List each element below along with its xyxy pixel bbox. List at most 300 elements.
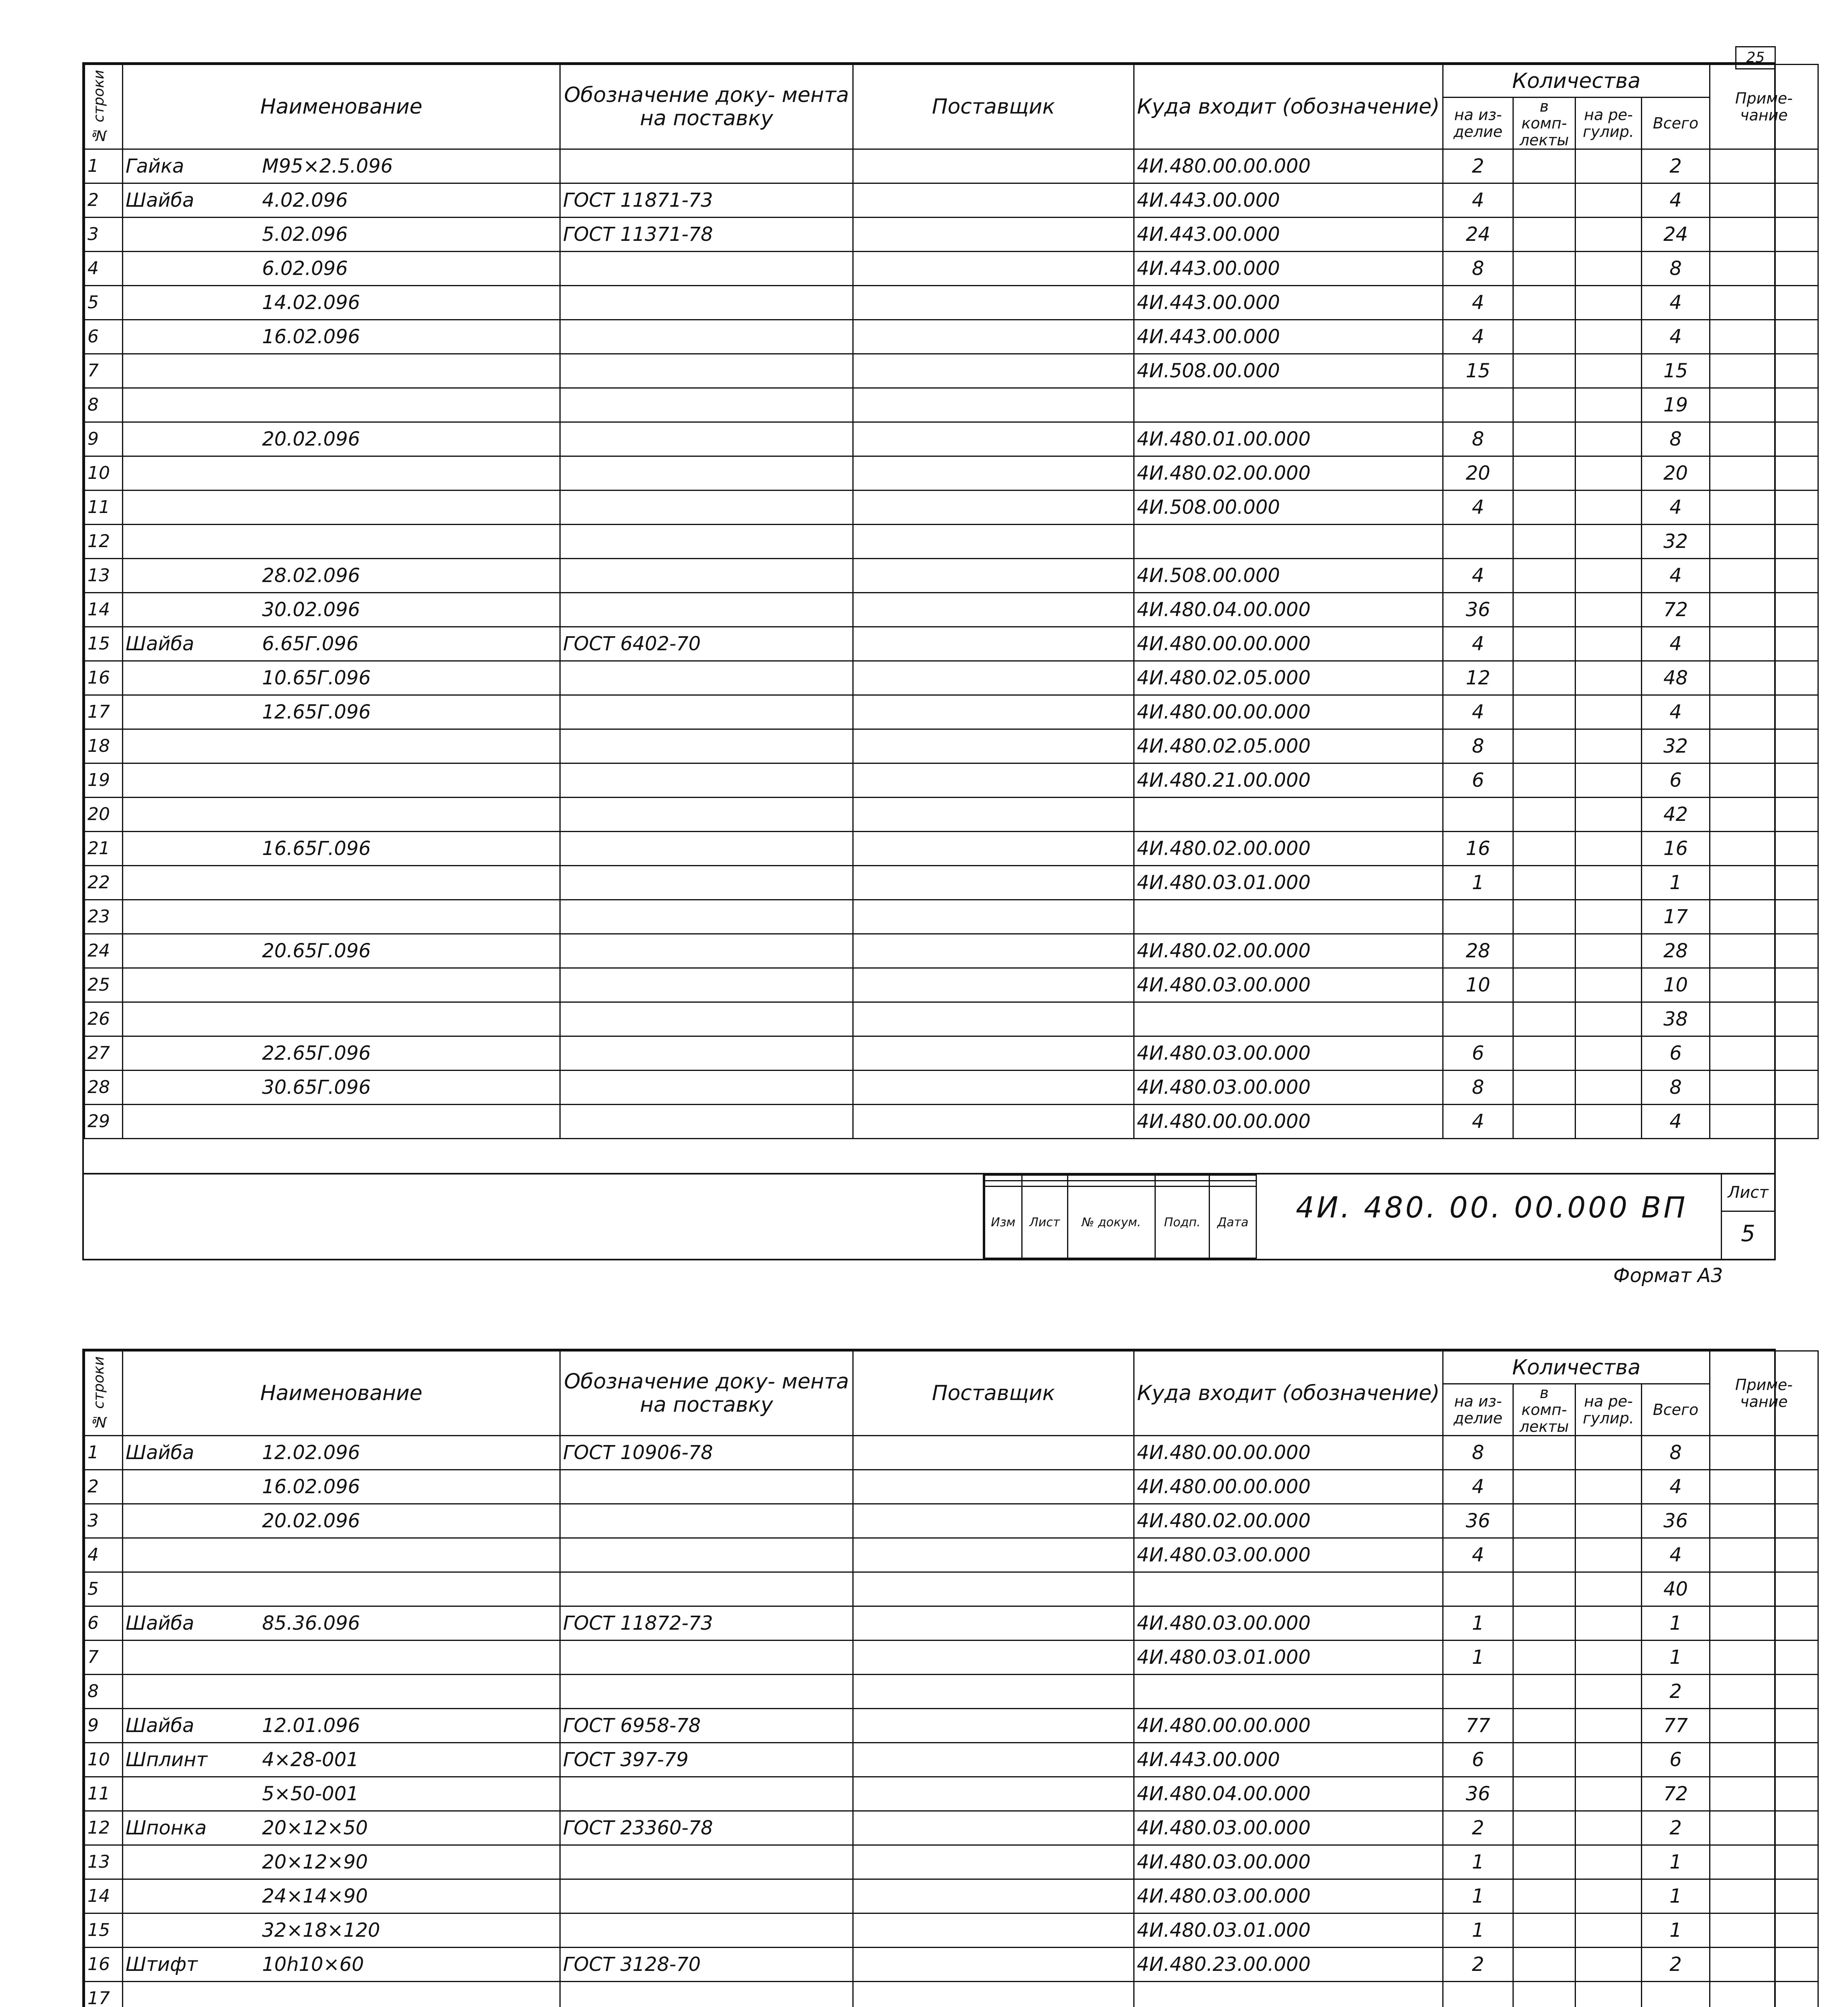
item-qty-total: 36 [1642, 1504, 1710, 1538]
item-note [1710, 661, 1818, 695]
item-qty-per-unit [1443, 1002, 1513, 1036]
item-doc [560, 1845, 853, 1879]
item-qty-kits [1513, 1470, 1576, 1504]
item-where: 4И.443.00.000 [1134, 252, 1443, 286]
item-qty-kits [1513, 1504, 1576, 1538]
item-qty-adjust [1576, 1572, 1642, 1606]
item-qty-adjust [1576, 388, 1642, 422]
item-doc [560, 729, 853, 763]
item-note [1710, 763, 1818, 798]
item-size: 85.36.096 [262, 1612, 360, 1635]
item-size: 10.65Г.096 [262, 667, 371, 689]
row-number: 2 [85, 183, 123, 218]
table-row [85, 1879, 1818, 1913]
item-supplier [853, 1036, 1134, 1071]
table-row [85, 1538, 1818, 1572]
item-supplier [853, 1743, 1134, 1777]
item-supplier [853, 866, 1134, 900]
item-qty-adjust [1576, 798, 1642, 832]
table-row [85, 1504, 1818, 1538]
item-qty-total: 4 [1642, 320, 1710, 354]
item-qty-per-unit: 28 [1443, 934, 1513, 968]
stamp-list: Лист [1022, 1187, 1067, 1258]
item-size: 12.65Г.096 [262, 701, 371, 723]
item-doc [560, 1913, 853, 1948]
item-qty-adjust [1576, 1811, 1642, 1845]
item-qty-kits [1513, 593, 1576, 627]
item-doc [560, 1777, 853, 1811]
header-q1: на из- делие [1443, 98, 1513, 149]
header-doc: Обозначение доку- мента на поставку [560, 1351, 853, 1436]
item-doc [560, 593, 853, 627]
item-doc [560, 661, 853, 695]
title-block-1 [84, 1173, 1774, 1259]
item-note [1710, 1504, 1818, 1538]
item-qty-kits [1513, 218, 1576, 252]
item-doc [560, 388, 853, 422]
item-note [1710, 968, 1818, 1002]
header-note: Приме- чание [1710, 1351, 1818, 1436]
header-note: Приме- чание [1710, 65, 1818, 149]
row-number: 15 [85, 627, 123, 661]
item-doc [560, 1982, 853, 2007]
item-qty-kits [1513, 1436, 1576, 1470]
item-supplier [853, 286, 1134, 320]
header-q2: в комп- лекты [1513, 1384, 1576, 1436]
item-qty-total: 10 [1642, 968, 1710, 1002]
spec-rows-1 [85, 149, 1818, 1139]
item-name [123, 1606, 560, 1641]
row-number: 16 [85, 661, 123, 695]
item-note [1710, 1572, 1818, 1606]
item-note [1710, 1606, 1818, 1641]
item-type: Гайка [126, 155, 184, 177]
header-qty: Количества [1443, 1351, 1710, 1384]
item-supplier [853, 422, 1134, 456]
item-qty-total: 4 [1642, 1538, 1710, 1572]
item-doc: ГОСТ 11872-73 [560, 1606, 853, 1641]
item-qty-kits [1513, 627, 1576, 661]
item-where: 4И.480.03.00.000 [1134, 1036, 1443, 1071]
row-number: 12 [85, 1811, 123, 1845]
item-name [123, 320, 560, 354]
item-qty-per-unit: 4 [1443, 627, 1513, 661]
item-qty-kits [1513, 422, 1576, 456]
item-size: 24×14×90 [262, 1885, 368, 1907]
item-qty-per-unit: 77 [1443, 1709, 1513, 1743]
item-qty-kits [1513, 1572, 1576, 1606]
item-where: 4И.443.00.000 [1134, 320, 1443, 354]
item-doc [560, 1504, 853, 1538]
item-qty-kits [1513, 1538, 1576, 1572]
item-where [1134, 900, 1443, 934]
item-where: 4И.480.04.00.000 [1134, 593, 1443, 627]
item-note [1710, 252, 1818, 286]
item-qty-adjust [1576, 149, 1642, 183]
item-qty-kits [1513, 1105, 1576, 1139]
item-supplier [853, 388, 1134, 422]
item-note [1710, 1709, 1818, 1743]
item-where: 4И.480.02.00.000 [1134, 456, 1443, 491]
item-type: Шайба [126, 189, 194, 212]
item-where: 4И.508.00.000 [1134, 491, 1443, 525]
document-code: 4И. 480. 00. 00.000 ВП [1296, 1191, 1688, 1224]
item-qty-total: 1 [1642, 1606, 1710, 1641]
item-qty-total: 42 [1642, 798, 1710, 832]
item-name [123, 183, 560, 218]
row-number: 4 [85, 252, 123, 286]
item-where [1134, 1572, 1443, 1606]
item-name [123, 1811, 560, 1845]
item-qty-per-unit [1443, 798, 1513, 832]
item-qty-total: 8 [1642, 1071, 1710, 1105]
item-qty-per-unit: 20 [1443, 456, 1513, 491]
item-qty-per-unit: 8 [1443, 1436, 1513, 1470]
item-qty-kits [1513, 1948, 1576, 1982]
row-number: 6 [85, 1606, 123, 1641]
item-qty-per-unit [1443, 388, 1513, 422]
spec-sheet-1 [82, 62, 1793, 1260]
item-doc [560, 252, 853, 286]
table-row [85, 1777, 1818, 1811]
table-row [85, 729, 1818, 763]
item-qty-total: 15 [1642, 354, 1710, 388]
item-qty-total: 72 [1642, 1777, 1710, 1811]
item-supplier [853, 1470, 1134, 1504]
item-note [1710, 218, 1818, 252]
item-size: 14.02.096 [262, 291, 360, 314]
item-note [1710, 456, 1818, 491]
item-qty-kits [1513, 149, 1576, 183]
item-supplier [853, 320, 1134, 354]
item-name [123, 934, 560, 968]
item-qty-per-unit: 8 [1443, 252, 1513, 286]
item-note [1710, 1036, 1818, 1071]
item-qty-kits [1513, 1982, 1576, 2007]
table-row [85, 968, 1818, 1002]
item-note [1710, 559, 1818, 593]
item-name [123, 866, 560, 900]
item-qty-per-unit: 24 [1443, 218, 1513, 252]
item-note [1710, 934, 1818, 968]
item-note [1710, 320, 1818, 354]
item-where [1134, 798, 1443, 832]
item-supplier [853, 1675, 1134, 1709]
item-note [1710, 354, 1818, 388]
item-doc [560, 1036, 853, 1071]
item-qty-total: 20 [1642, 456, 1710, 491]
item-qty-adjust [1576, 559, 1642, 593]
row-number: 15 [85, 1913, 123, 1948]
item-where: 4И.508.00.000 [1134, 559, 1443, 593]
table-row [85, 1606, 1818, 1641]
row-number: 9 [85, 1709, 123, 1743]
header-q1: на из- делие [1443, 1384, 1513, 1436]
item-qty-adjust [1576, 1845, 1642, 1879]
item-where: 4И.480.23.00.000 [1134, 1948, 1443, 1982]
item-size: 12.02.096 [262, 1441, 360, 1464]
sheet-number: 5 [1741, 1221, 1755, 1247]
item-qty-per-unit: 4 [1443, 183, 1513, 218]
item-size: 4.02.096 [262, 189, 348, 212]
item-doc: ГОСТ 23360-78 [560, 1811, 853, 1845]
item-qty-per-unit: 1 [1443, 1845, 1513, 1879]
item-supplier [853, 149, 1134, 183]
item-doc [560, 422, 853, 456]
item-note [1710, 1470, 1818, 1504]
item-qty-kits [1513, 866, 1576, 900]
table-row [85, 491, 1818, 525]
format-label-1: Формат А3 [1613, 1264, 1723, 1287]
item-doc [560, 900, 853, 934]
item-supplier [853, 252, 1134, 286]
item-qty-kits [1513, 832, 1576, 866]
item-size: 32×18×120 [262, 1919, 380, 1942]
row-number: 14 [85, 1879, 123, 1913]
item-name [123, 1709, 560, 1743]
item-name [123, 218, 560, 252]
item-where: 4И.480.01.00.000 [1134, 422, 1443, 456]
item-qty-per-unit: 15 [1443, 354, 1513, 388]
table-row [85, 320, 1818, 354]
table-row [85, 1071, 1818, 1105]
item-note [1710, 627, 1818, 661]
header-total: Всего [1642, 98, 1710, 149]
item-qty-adjust [1576, 1709, 1642, 1743]
table-row [85, 456, 1818, 491]
item-where: 4И.480.03.00.000 [1134, 1811, 1443, 1845]
item-qty-per-unit: 4 [1443, 559, 1513, 593]
item-qty-adjust [1576, 525, 1642, 559]
item-qty-kits [1513, 1709, 1576, 1743]
item-qty-adjust [1576, 695, 1642, 729]
item-qty-total: 72 [1642, 593, 1710, 627]
row-number: 14 [85, 593, 123, 627]
item-doc [560, 286, 853, 320]
item-note [1710, 1845, 1818, 1879]
table-row [85, 1675, 1818, 1709]
item-size: 20×12×50 [262, 1817, 368, 1839]
table-row [85, 525, 1818, 559]
item-qty-kits [1513, 559, 1576, 593]
item-supplier [853, 1641, 1134, 1675]
item-where: 4И.480.00.00.000 [1134, 627, 1443, 661]
item-qty-per-unit: 2 [1443, 1948, 1513, 1982]
item-supplier [853, 1982, 1134, 2007]
item-qty-total: 4 [1642, 627, 1710, 661]
item-qty-kits [1513, 798, 1576, 832]
item-note [1710, 729, 1818, 763]
item-where: 4И.480.03.00.000 [1134, 1845, 1443, 1879]
item-qty-total: 6 [1642, 1036, 1710, 1071]
row-number: 5 [85, 286, 123, 320]
table-row [85, 1982, 1818, 2007]
item-qty-adjust [1576, 593, 1642, 627]
item-qty-total: 4 [1642, 286, 1710, 320]
item-qty-per-unit: 1 [1443, 1913, 1513, 1948]
item-type: Шайба [126, 1441, 194, 1464]
spec-sheet-2 [82, 1349, 1793, 2007]
row-number: 3 [85, 1504, 123, 1538]
item-name [123, 1675, 560, 1709]
item-supplier [853, 1572, 1134, 1606]
item-note [1710, 1982, 1818, 2007]
item-supplier [853, 1436, 1134, 1470]
item-qty-total: 48 [1642, 661, 1710, 695]
item-name [123, 1879, 560, 1913]
item-note [1710, 388, 1818, 422]
item-where: 4И.443.00.000 [1134, 218, 1443, 252]
row-number: 26 [85, 1002, 123, 1036]
item-name [123, 593, 560, 627]
item-type: Шайба [126, 633, 194, 655]
item-qty-adjust [1576, 1436, 1642, 1470]
item-note [1710, 1105, 1818, 1139]
item-size: М95×2.5.096 [262, 155, 393, 177]
item-name [123, 1538, 560, 1572]
sheet-number-box [1721, 1174, 1774, 1259]
item-qty-kits [1513, 354, 1576, 388]
item-supplier [853, 456, 1134, 491]
item-qty-adjust [1576, 1470, 1642, 1504]
revision-stamp [983, 1174, 1257, 1259]
row-number: 13 [85, 1845, 123, 1879]
item-qty-adjust [1576, 320, 1642, 354]
item-size: 20.02.096 [262, 428, 360, 450]
spec-rows-2 [85, 1436, 1818, 2007]
item-doc: ГОСТ 397-79 [560, 1743, 853, 1777]
item-qty-adjust [1576, 1538, 1642, 1572]
header-qty: Количества [1443, 65, 1710, 98]
item-where: 4И.480.00.00.000 [1134, 149, 1443, 183]
table-row [85, 1470, 1818, 1504]
item-name [123, 149, 560, 183]
item-qty-adjust [1576, 900, 1642, 934]
table-row [85, 661, 1818, 695]
item-doc [560, 866, 853, 900]
item-where: 4И.443.00.000 [1134, 183, 1443, 218]
item-supplier [853, 1845, 1134, 1879]
item-qty-total: 24 [1642, 218, 1710, 252]
item-where: 4И.480.03.00.000 [1134, 968, 1443, 1002]
item-where [1134, 1675, 1443, 1709]
row-number: 4 [85, 1538, 123, 1572]
item-doc [560, 525, 853, 559]
item-supplier [853, 1709, 1134, 1743]
item-size: 20×12×90 [262, 1851, 368, 1873]
item-name [123, 1572, 560, 1606]
item-qty-total: 1 [1642, 1641, 1710, 1675]
item-doc: ГОСТ 3128-70 [560, 1948, 853, 1982]
item-doc [560, 559, 853, 593]
item-supplier [853, 1879, 1134, 1913]
item-qty-adjust [1576, 1743, 1642, 1777]
item-where: 4И.480.00.00.000 [1134, 1105, 1443, 1139]
item-supplier [853, 798, 1134, 832]
row-number: 13 [85, 559, 123, 593]
item-qty-adjust [1576, 1105, 1642, 1139]
item-qty-per-unit [1443, 1572, 1513, 1606]
item-note [1710, 422, 1818, 456]
table-row [85, 1948, 1818, 1982]
item-note [1710, 1743, 1818, 1777]
item-qty-per-unit [1443, 900, 1513, 934]
table-row [85, 149, 1818, 183]
item-name [123, 695, 560, 729]
item-size: 10h10×60 [262, 1953, 364, 1976]
row-number: 17 [85, 1982, 123, 2007]
item-where [1134, 525, 1443, 559]
item-name [123, 729, 560, 763]
item-qty-adjust [1576, 1879, 1642, 1913]
row-number: 29 [85, 1105, 123, 1139]
table-row [85, 286, 1818, 320]
item-qty-total: 4 [1642, 1105, 1710, 1139]
item-doc [560, 968, 853, 1002]
item-qty-per-unit: 4 [1443, 1105, 1513, 1139]
item-qty-per-unit: 8 [1443, 1071, 1513, 1105]
item-qty-adjust [1576, 354, 1642, 388]
item-name [123, 1105, 560, 1139]
item-qty-per-unit: 1 [1443, 1606, 1513, 1641]
item-doc [560, 149, 853, 183]
item-qty-kits [1513, 1036, 1576, 1071]
item-qty-total: 2 [1642, 1675, 1710, 1709]
item-where: 4И.443.00.000 [1134, 286, 1443, 320]
item-supplier [853, 218, 1134, 252]
item-qty-kits [1513, 1913, 1576, 1948]
item-supplier [853, 627, 1134, 661]
table-row [85, 388, 1818, 422]
item-note [1710, 695, 1818, 729]
item-name [123, 388, 560, 422]
item-qty-adjust [1576, 491, 1642, 525]
item-qty-kits [1513, 1606, 1576, 1641]
item-where [1134, 1982, 1443, 2007]
item-name [123, 832, 560, 866]
item-doc [560, 763, 853, 798]
item-name [123, 456, 560, 491]
item-doc [560, 695, 853, 729]
item-qty-kits [1513, 456, 1576, 491]
row-number: 21 [85, 832, 123, 866]
item-name [123, 1470, 560, 1504]
item-note [1710, 491, 1818, 525]
item-qty-total: 4 [1642, 1470, 1710, 1504]
item-name [123, 1743, 560, 1777]
item-qty-per-unit: 1 [1443, 866, 1513, 900]
item-qty-per-unit: 1 [1443, 1641, 1513, 1675]
item-size: 12.01.096 [262, 1714, 360, 1737]
item-size: 30.65Г.096 [262, 1076, 371, 1099]
item-qty-total: 1 [1642, 1845, 1710, 1879]
table-row [85, 798, 1818, 832]
item-where: 4И.480.03.00.000 [1134, 1538, 1443, 1572]
item-qty-kits [1513, 183, 1576, 218]
row-number: 28 [85, 1071, 123, 1105]
item-supplier [853, 1606, 1134, 1641]
item-qty-per-unit: 8 [1443, 422, 1513, 456]
table-row [85, 1002, 1818, 1036]
item-where: 4И.480.21.00.000 [1134, 763, 1443, 798]
item-where: 4И.480.03.01.000 [1134, 1641, 1443, 1675]
item-supplier [853, 1105, 1134, 1139]
row-number: 1 [85, 1436, 123, 1470]
item-qty-per-unit: 6 [1443, 1036, 1513, 1071]
sheet-label: Лист [1722, 1174, 1774, 1212]
item-where: 4И.480.02.05.000 [1134, 661, 1443, 695]
item-supplier [853, 354, 1134, 388]
